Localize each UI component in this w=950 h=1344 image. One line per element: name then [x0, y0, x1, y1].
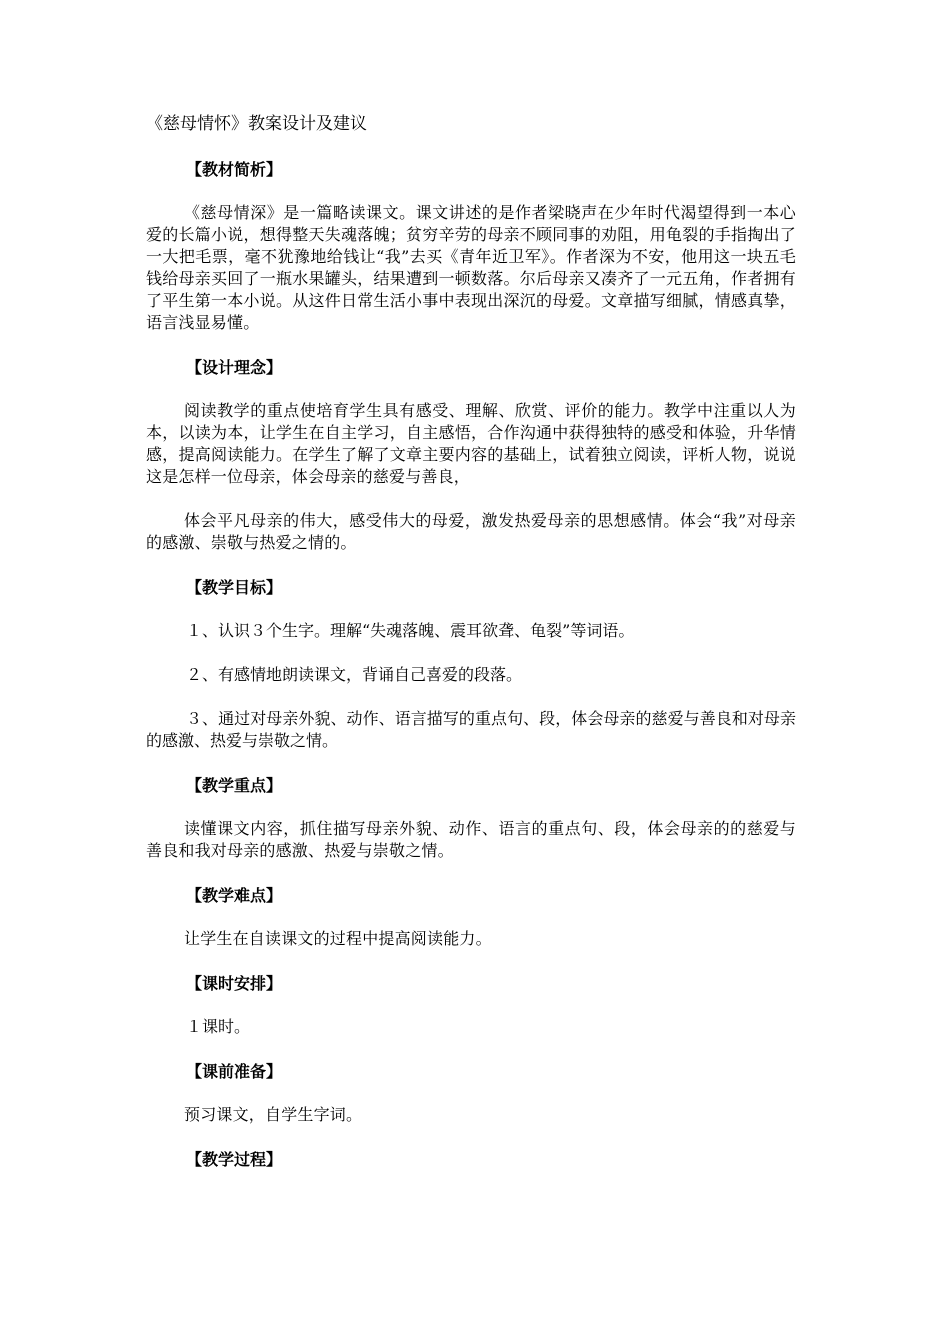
- heading-goals: 【教学目标】: [186, 578, 283, 597]
- heading-schedule: 【课时安排】: [186, 974, 283, 993]
- heading-difficulties: 【教学难点】: [186, 886, 283, 905]
- document-title: 《慈母情怀》教案设计及建议: [146, 114, 367, 134]
- heading-material: 【教材简析】: [186, 160, 283, 179]
- document-page: [146, 112, 796, 1192]
- material-paragraph: 《慈母情深》是一篇略读课文。课文讲述的是作者梁晓声在少年时代渴望得到一本心爱的长篇小说，想得整天失魂落魄；贫穷辛劳的母亲不顾同事的劝阻，用龟裂的手指掏出了一大把毛票，毫不犹豫地给钱让“我”去买《青年近卫军》。作者深为不安，他用这一块五毛钱给母亲买回了一瓶水果罐头，结果遭到一顿数落。尔后母亲又凑齐了一元五角，作者拥有了平生第一本小说。从这件日常生活小事中表现出深沉的母爱。文章描写细腻，情感真挚，语言浅显易懂。: [146, 203, 796, 332]
- key-points-paragraph: 读懂课文内容，抓住描写母亲外貌、动作、语言的重点句、段，体会母亲的的慈爱与善良和我对母亲的感激、热爱与崇敬之情。: [146, 819, 796, 860]
- heading-process: 【教学过程】: [186, 1150, 283, 1169]
- schedule-paragraph: １课时。: [186, 1017, 251, 1036]
- heading-key-points: 【教学重点】: [186, 776, 283, 795]
- goal-item-2: ２、有感情地朗读课文，背诵自己喜爱的段落。: [186, 665, 523, 684]
- goal-item-3: ３、通过对母亲外貌、动作、语言描写的重点句、段，体会母亲的慈爱与善良和对母亲的感激、热爱与崇敬之情。: [146, 709, 796, 750]
- goal-item-1: １、认识３个生字。理解“失魂落魄、震耳欲聋、龟裂”等词语。: [186, 621, 635, 640]
- difficulties-paragraph: 让学生在自读课文的过程中提高阅读能力。: [184, 929, 492, 948]
- preparation-paragraph: 预习课文，自学生字词。: [184, 1105, 363, 1124]
- heading-preparation: 【课前准备】: [186, 1062, 283, 1081]
- heading-concept: 【设计理念】: [186, 358, 283, 377]
- concept-paragraph-1: 阅读教学的重点使培育学生具有感受、理解、欣赏、评价的能力。教学中注重以人为本，以读为本，让学生在自主学习，自主感悟，合作沟通中获得独特的感受和体验，升华情感，提高阅读能力。在学生了解了文章主要内容的基础上，试着独立阅读，评析人物，说说这是怎样一位母亲，体会母亲的慈爱与善良，: [146, 401, 796, 486]
- concept-paragraph-2: 体会平凡母亲的伟大，感受伟大的母爱，激发热爱母亲的思想感情。体会“我”对母亲的感激、崇敬与热爱之情的。: [146, 511, 796, 552]
